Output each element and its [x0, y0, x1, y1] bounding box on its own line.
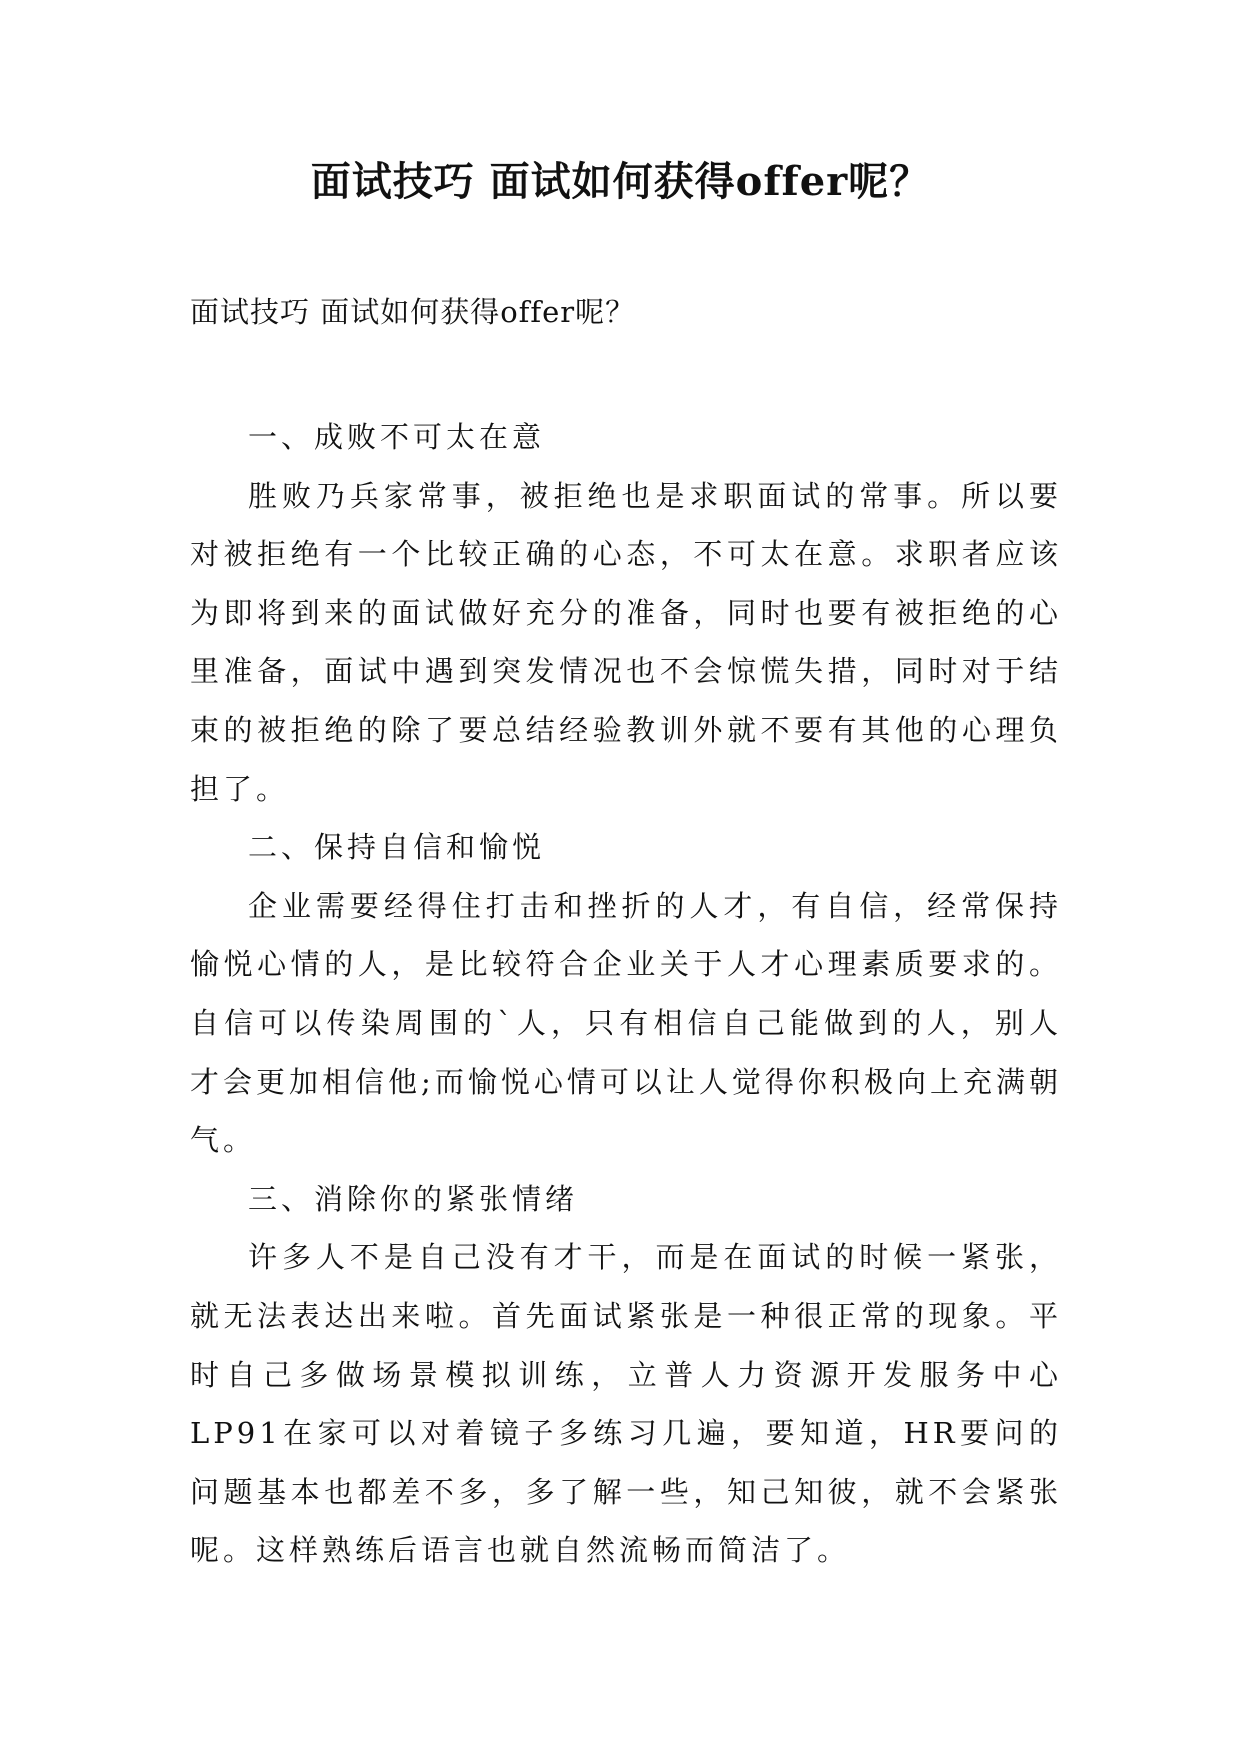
- section-heading-3: 三、消除你的紧张情绪: [248, 1181, 579, 1216]
- section-heading-1: 一、成败不可太在意: [248, 420, 546, 454]
- section-paragraph-3: 许多人不是自己没有才干，而是在面试的时候一紧张，就无法表达出来啦。首先面试紧张是一种很正常的现象。平时自己多做场景模拟训练，立普人力资源开发服务中心LP91在家可以对着镜子多练习几遍，要知道，HR要问的问题基本也都差不多，多了解一些，知己知彼，就不会紧张呢。这样熟练后语言也就自然流畅而简洁了。: [190, 1240, 1062, 1568]
- section-paragraph-2: 企业需要经得住打击和挫折的人才，有自信，经常保持愉悦心情的人，是比较符合企业关于人才心理素质要求的。自信可以传染周围的`人，只有相信自己能做到的人，别人才会更加相信他;而愉悦心情可以让人觉得你积极向上充满朝气。: [190, 888, 1062, 1158]
- section-heading-2: 二、保持自信和愉悦: [248, 830, 546, 865]
- document-subtitle: 面试技巧 面试如何获得offer呢？: [190, 295, 636, 329]
- document-title: 面试技巧 面试如何获得offer呢？: [310, 158, 931, 205]
- section-paragraph-1: 胜败乃兵家常事，被拒绝也是求职面试的常事。所以要对被拒绝有一个比较正确的心态，不可太在意。求职者应该为即将到来的面试做好充分的准备，同时也要有被拒绝的心里准备，面试中遇到突发情况也不会惊慌失措，同时对于结束的被拒绝的除了要总结经验教训外就不要有其他的心理负担了。: [190, 478, 1062, 806]
- document-body: [190, 408, 1062, 1580]
